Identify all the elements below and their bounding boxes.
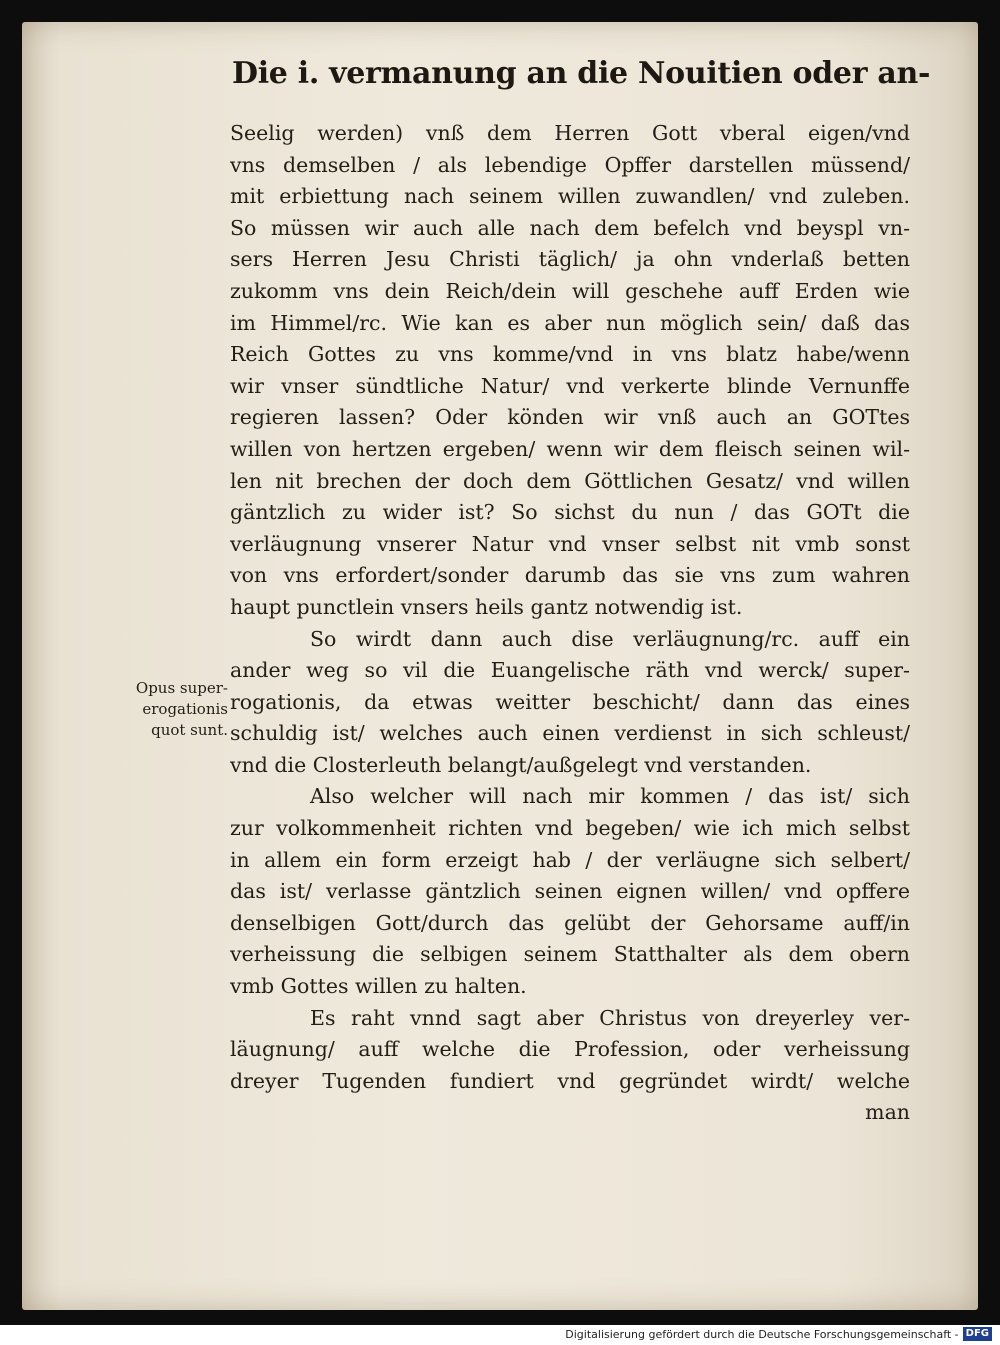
marginal-note-line: Opus super- xyxy=(135,679,228,697)
footer-credit xyxy=(565,1327,992,1341)
text-line: rogationis, da etwas weitter beschicht/ dann das eines xyxy=(230,689,910,714)
text-line: vnd die Closterleuth belangt/außgelegt vnd verstanden. xyxy=(230,752,812,777)
text-line: regieren lassen? Oder könden wir vnß auch an GOTtes xyxy=(230,405,910,430)
text-line: haupt punctlein vnsers heils gantz notwendig ist. xyxy=(230,594,743,619)
text-line: schuldig ist/ welches auch einen verdienst in sich schleust/ xyxy=(230,721,910,746)
text-line: So müssen wir auch alle nach dem befelch vnd beyspl vn- xyxy=(230,215,910,240)
text-line: im Himmel/rc. Wie kan es aber nun möglich sein/ daß das xyxy=(230,310,910,335)
text-line: verläugnung vnserer Natur vnd vnser selbst nit vmb sonst xyxy=(230,531,910,556)
text-line: Reich Gottes zu vns komme/vnd in vns blatz habe/wenn xyxy=(230,342,910,367)
marginal-note xyxy=(104,678,228,741)
marginal-note-line: erogationis xyxy=(142,700,228,718)
text-line: So wirdt dann auch dise verläugnung/rc. auff ein xyxy=(310,626,910,651)
text-line: Seelig werden) vnß dem Herren Gott vberal eigen/vnd xyxy=(230,121,910,145)
text-line: vmb Gottes willen zu halten. xyxy=(230,974,527,999)
text-line: Es raht vnnd sagt aber Christus von dreyerley ver- xyxy=(310,1005,910,1030)
text-line: von vns erfordert/sonder darumb das sie vns zum wahren xyxy=(230,563,910,588)
marginal-note-line: quot sunt. xyxy=(151,721,228,739)
text-line: wir vnser sündtliche Natur/ vnd verkerte blinde Vernunffe xyxy=(230,373,910,398)
text-line: vns demselben / als lebendige Opffer darstellen müssend/ xyxy=(230,152,910,177)
text-line: zukomm vns dein Reich/dein will geschehe auff Erden wie xyxy=(230,278,910,303)
text-line: in allem ein form erzeigt hab / der verläugne sich selbert/ xyxy=(230,847,910,872)
text-line: denselbigen Gott/durch das gelübt der Gehorsame auff/in xyxy=(230,910,910,935)
text-line: zur volkommenheit richten vnd begeben/ wie ich mich selbst xyxy=(230,816,910,841)
text-line: gäntzlich zu wider ist? So sichst du nun / das GOTt die xyxy=(230,500,910,525)
text-line: verheissung die selbigen seinem Statthalter als dem obern xyxy=(230,942,910,967)
text-line: Also welcher will nach mir kommen / das ist/ sich xyxy=(310,784,910,809)
text-line: dreyer Tugenden fundiert vnd gegründet wirdt/ welche xyxy=(230,1068,910,1093)
text-line: sers Herren Jesu Christi täglich/ ja ohn vnderlaß betten xyxy=(230,247,910,272)
catchword: man xyxy=(865,1100,910,1125)
footer-credit-text: Digitalisierung gefördert durch die Deutsche Forschungsgemeinschaft - xyxy=(565,1327,959,1341)
dfg-logo-icon: DFG xyxy=(963,1327,992,1341)
text-line: willen von hertzen ergeben/ wenn wir dem fleisch seinen wil- xyxy=(230,436,910,461)
text-line: ander weg so vil die Euangelische räth vnd werck/ super- xyxy=(230,658,910,683)
text-line: mit erbiettung nach seinem willen zuwandlen/ vnd zuleben. xyxy=(230,184,910,209)
body-text xyxy=(230,118,910,1129)
text-line: len nit brechen der doch dem Göttlichen Gesatz/ vnd willen xyxy=(230,468,910,493)
text-line: läugnung/ auff welche die Profession, oder verheissung xyxy=(230,1037,910,1062)
text-line: das ist/ verlasse gäntzlich seinen eignen willen/ vnd opffere xyxy=(230,879,910,904)
running-head: Die i. vermanung an die Nouitien oder an- xyxy=(232,56,931,91)
